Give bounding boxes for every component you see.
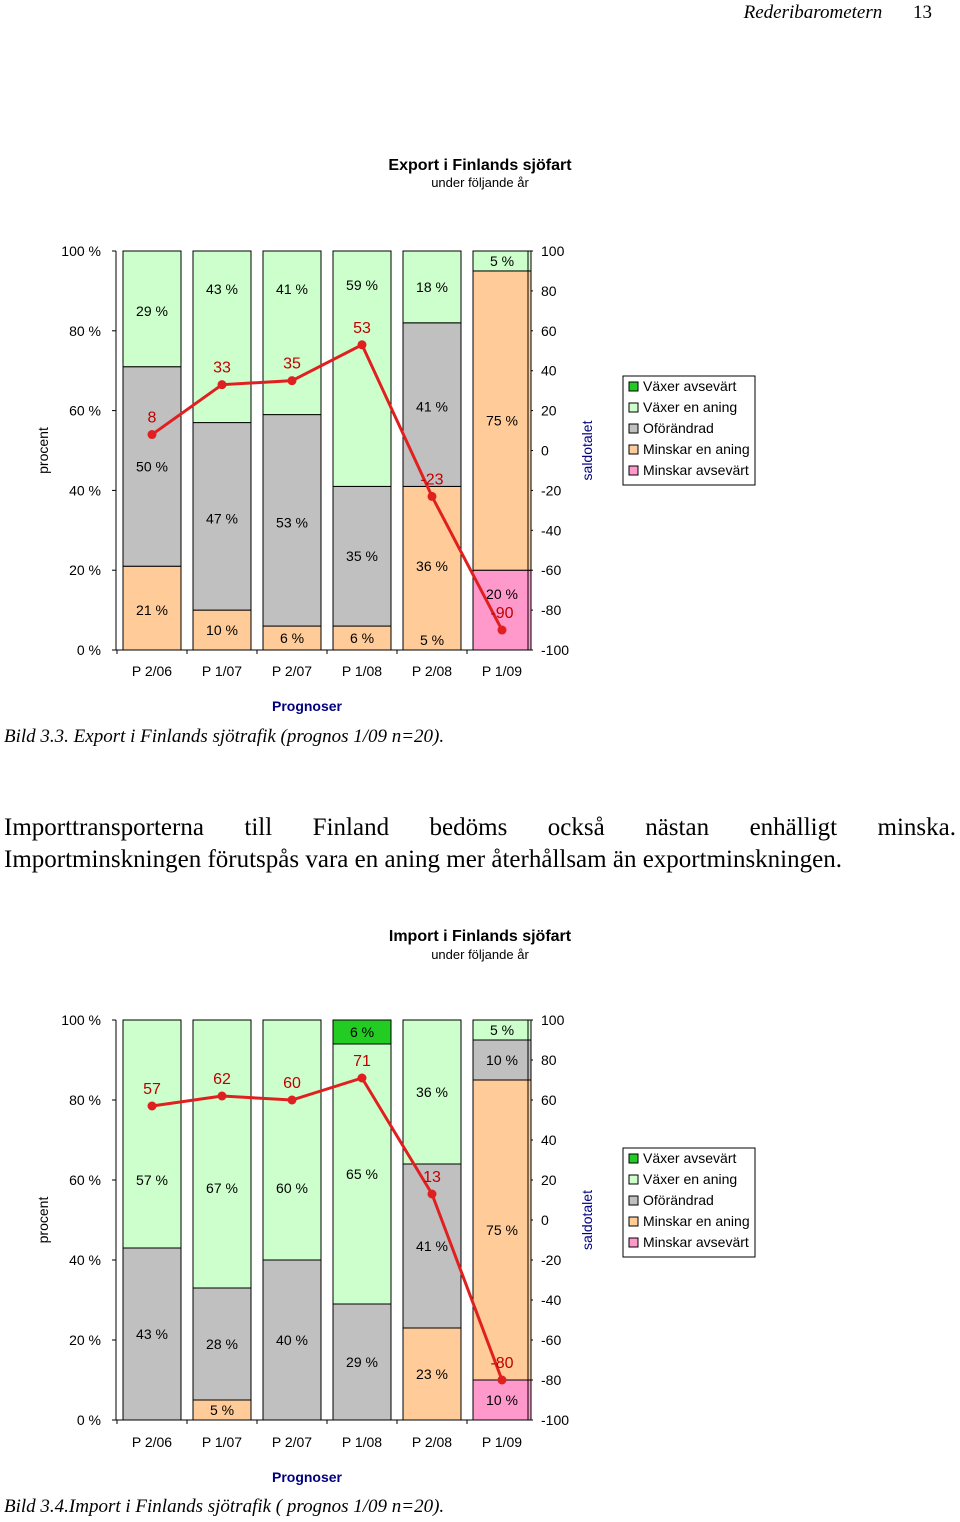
y2-tick-label: 40 bbox=[541, 1132, 557, 1148]
saldo-point bbox=[358, 1074, 367, 1083]
legend-label: Oförändrad bbox=[643, 420, 714, 436]
bar-value-label: 21 % bbox=[136, 602, 168, 619]
category-label: P 1/08 bbox=[341, 663, 383, 679]
y2-tick-label: 80 bbox=[541, 1052, 557, 1068]
saldo-value-label: 60 bbox=[283, 1075, 301, 1092]
legend-label: Växer avsevärt bbox=[643, 378, 737, 394]
figure-caption-import: Bild 3.4.Import i Finlands sjötrafik ( prognos 1/09 n=20). bbox=[4, 1496, 445, 1517]
y-axis-title: procent bbox=[35, 1196, 51, 1244]
bar-segment bbox=[263, 251, 321, 415]
y2-tick-label: 20 bbox=[541, 1172, 557, 1188]
bar-value-label: 47 % bbox=[206, 510, 238, 527]
saldo-value-label: -23 bbox=[420, 471, 444, 489]
y2-tick-label: 40 bbox=[541, 362, 557, 379]
legend-label: Minskar en aning bbox=[643, 1213, 750, 1229]
saldo-point bbox=[498, 1376, 507, 1385]
chart-title: Import i Finlands sjöfart bbox=[388, 928, 572, 945]
saldo-value-label: -90 bbox=[490, 605, 514, 623]
saldo-value-label: 33 bbox=[213, 359, 231, 377]
bar-value-label: 10 % bbox=[486, 1052, 518, 1068]
category-label: P 2/08 bbox=[411, 1434, 453, 1450]
header-title: Rederibarometern bbox=[743, 2, 883, 23]
y2-tick-label: 100 bbox=[541, 243, 565, 259]
y2-tick-label: 100 bbox=[541, 1012, 565, 1028]
legend-swatch bbox=[629, 1175, 638, 1184]
legend-label: Oförändrad bbox=[643, 1192, 714, 1208]
legend-label: Växer avsevärt bbox=[643, 1150, 737, 1166]
y2-tick-label: -60 bbox=[541, 562, 562, 579]
y-tick-label: 80 % bbox=[69, 322, 101, 339]
saldo-value-label: 35 bbox=[283, 355, 301, 373]
y2-tick-label: 20 bbox=[541, 402, 557, 419]
bar-value-label: 29 % bbox=[136, 302, 168, 319]
saldo-point bbox=[148, 430, 157, 439]
legend-swatch bbox=[629, 382, 638, 391]
y-tick-label: 100 % bbox=[61, 243, 101, 259]
chart-title: Export i Finlands sjöfart bbox=[388, 157, 572, 174]
bar-value-label: 5 % bbox=[419, 632, 445, 649]
bar-value-label: 75 % bbox=[486, 412, 518, 429]
legend-label: Växer en aning bbox=[643, 1171, 738, 1187]
legend-swatch bbox=[629, 403, 638, 412]
saldo-point bbox=[498, 626, 507, 635]
legend-label: Minskar avsevärt bbox=[643, 462, 749, 478]
import-chart bbox=[0, 920, 960, 1500]
category-label: P 2/06 bbox=[131, 1434, 173, 1450]
saldo-point bbox=[218, 1092, 227, 1101]
y2-tick-label: -100 bbox=[541, 642, 570, 658]
bar-value-label: 20 % bbox=[486, 586, 518, 603]
paragraph-line-2: Importminskningen förutspås vara en aning mer återhållsam än exportminskningen. bbox=[4, 846, 842, 873]
bar-value-label: 41 % bbox=[416, 1238, 448, 1254]
y-axis-title: procent bbox=[35, 427, 51, 474]
saldo-point bbox=[148, 1102, 157, 1111]
y2-tick-label: 60 bbox=[541, 322, 557, 339]
bar-value-label: 10 % bbox=[206, 622, 238, 639]
bar-value-label: 36 % bbox=[416, 558, 448, 575]
legend-label: Minskar avsevärt bbox=[643, 1234, 749, 1250]
y-tick-label: 40 % bbox=[69, 1252, 101, 1268]
saldo-point bbox=[358, 340, 367, 349]
x-axis-title: Prognoser bbox=[271, 698, 343, 714]
bar-value-label: 67 % bbox=[206, 1180, 238, 1196]
legend-swatch bbox=[629, 445, 638, 454]
bar-value-label: 6 % bbox=[279, 630, 305, 647]
bar-value-label: 43 % bbox=[206, 280, 238, 297]
bar-value-label: 6 % bbox=[349, 630, 375, 647]
y2-tick-label: -20 bbox=[541, 1252, 562, 1268]
category-label: P 2/07 bbox=[271, 1434, 313, 1450]
category-label: P 1/07 bbox=[201, 663, 243, 679]
y2-tick-label: 0 bbox=[541, 1212, 549, 1228]
y2-tick-label: 0 bbox=[541, 442, 549, 459]
x-axis-title: Prognoser bbox=[271, 1469, 343, 1485]
saldo-value-label: -80 bbox=[490, 1355, 514, 1372]
y-tick-label: 60 % bbox=[69, 1172, 101, 1188]
y2-tick-label: -60 bbox=[541, 1332, 562, 1348]
bar-value-label: 43 % bbox=[136, 1326, 168, 1342]
body-paragraph bbox=[4, 812, 956, 876]
y2-tick-label: -40 bbox=[541, 522, 562, 539]
bar-value-label: 41 % bbox=[276, 280, 308, 297]
category-label: P 1/08 bbox=[341, 1434, 383, 1450]
y2-axis-title: saldotalet bbox=[579, 420, 595, 481]
saldo-point bbox=[218, 380, 227, 389]
saldo-point bbox=[288, 1096, 297, 1105]
bar-value-label: 65 % bbox=[346, 1166, 378, 1182]
saldo-point bbox=[428, 492, 437, 501]
saldo-value-label: 8 bbox=[147, 409, 157, 427]
bar-value-label: 60 % bbox=[276, 1180, 308, 1196]
bar-value-label: 36 % bbox=[416, 1084, 448, 1100]
bar-value-label: 40 % bbox=[276, 1332, 308, 1348]
y2-tick-label: -100 bbox=[541, 1412, 570, 1428]
y-tick-label: 0 % bbox=[76, 642, 101, 658]
legend-swatch bbox=[629, 1238, 638, 1247]
y-tick-label: 20 % bbox=[69, 1332, 101, 1348]
category-label: P 2/06 bbox=[131, 663, 173, 679]
y2-tick-label: 80 bbox=[541, 282, 557, 299]
category-label: P 2/07 bbox=[271, 663, 313, 679]
legend-swatch bbox=[629, 424, 638, 433]
bar-value-label: 23 % bbox=[416, 1366, 448, 1382]
saldo-point bbox=[428, 1190, 437, 1199]
bar-value-label: 41 % bbox=[416, 398, 448, 415]
y-tick-label: 20 % bbox=[69, 562, 101, 579]
bar-value-label: 5 % bbox=[489, 252, 515, 269]
saldo-value-label: 57 bbox=[143, 1081, 161, 1098]
bar-value-label: 75 % bbox=[486, 1222, 518, 1238]
chart-subtitle: under följande år bbox=[431, 947, 529, 962]
bar-segment bbox=[263, 1020, 321, 1260]
legend-swatch bbox=[629, 1154, 638, 1163]
category-label: P 1/09 bbox=[481, 1434, 523, 1450]
legend-swatch bbox=[629, 1196, 638, 1205]
legend-label: Minskar en aning bbox=[643, 441, 750, 457]
bar-value-label: 57 % bbox=[136, 1172, 168, 1188]
y-tick-label: 80 % bbox=[69, 1092, 101, 1108]
y2-tick-label: -80 bbox=[541, 602, 562, 619]
y2-tick-label: 60 bbox=[541, 1092, 557, 1108]
saldo-point bbox=[288, 376, 297, 385]
saldo-value-label: 71 bbox=[353, 1053, 371, 1070]
bar-value-label: 18 % bbox=[416, 278, 448, 295]
legend-swatch bbox=[629, 1217, 638, 1226]
legend-label: Växer en aning bbox=[643, 399, 738, 415]
y2-tick-label: -40 bbox=[541, 1292, 562, 1308]
bar-value-label: 53 % bbox=[276, 514, 308, 531]
bar-value-label: 50 % bbox=[136, 458, 168, 475]
paragraph-line-1: Importtransporterna till Finland bedöms också nästan enhälligt minska. bbox=[4, 814, 956, 841]
bar-value-label: 59 % bbox=[346, 276, 378, 293]
y-tick-label: 60 % bbox=[69, 402, 101, 419]
page-number: 13 bbox=[913, 2, 932, 23]
bar-value-label: 5 % bbox=[209, 1402, 235, 1418]
export-chart bbox=[0, 150, 960, 750]
bar-value-label: 5 % bbox=[489, 1022, 515, 1038]
category-label: P 1/09 bbox=[481, 663, 523, 679]
y-tick-label: 40 % bbox=[69, 482, 101, 499]
chart-subtitle: under följande år bbox=[431, 175, 529, 190]
category-label: P 1/07 bbox=[201, 1434, 243, 1450]
page-header bbox=[744, 2, 932, 24]
category-label: P 2/08 bbox=[411, 663, 453, 679]
saldo-value-label: 62 bbox=[213, 1071, 231, 1088]
saldo-value-label: 53 bbox=[353, 319, 371, 337]
bar-value-label: 29 % bbox=[346, 1354, 378, 1370]
bar-value-label: 28 % bbox=[206, 1336, 238, 1352]
bar-value-label: 10 % bbox=[486, 1392, 518, 1408]
y2-tick-label: -20 bbox=[541, 482, 562, 499]
y-tick-label: 0 % bbox=[76, 1412, 101, 1428]
y-tick-label: 100 % bbox=[61, 1012, 101, 1028]
bar-segment bbox=[123, 1020, 181, 1248]
y2-tick-label: -80 bbox=[541, 1372, 562, 1388]
saldo-value-label: 13 bbox=[423, 1169, 441, 1186]
y2-axis-title: saldotalet bbox=[579, 1190, 595, 1250]
bar-value-label: 6 % bbox=[349, 1024, 375, 1040]
bar-segment bbox=[193, 251, 251, 423]
bar-value-label: 35 % bbox=[346, 548, 378, 565]
figure-caption-export: Bild 3.3. Export i Finlands sjötrafik (prognos 1/09 n=20). bbox=[4, 726, 445, 747]
legend-swatch bbox=[629, 466, 638, 475]
bar-segment bbox=[193, 1020, 251, 1288]
